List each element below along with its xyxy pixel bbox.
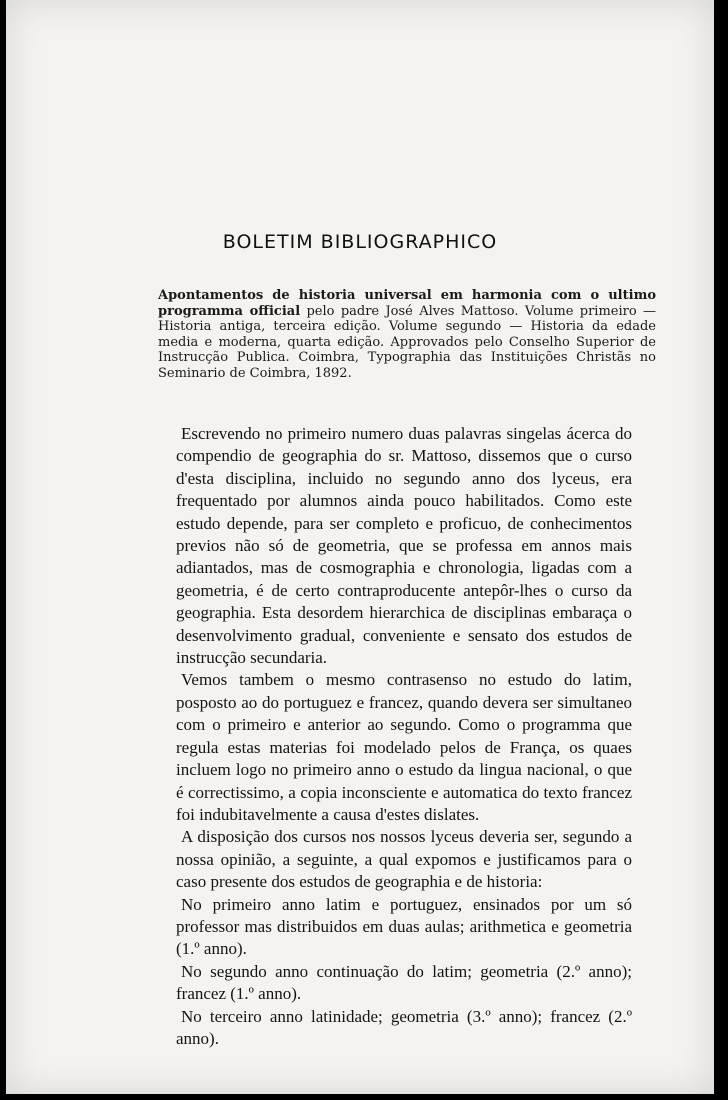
bibliographic-entry: [158, 288, 656, 381]
paragraph: Vemos tambem o mesmo contrasenso no estudo do latim, posposto ao do portuguez e francez, quando devera ser simultaneo com o primeiro e anterior ao segundo. Como o programma que regula estas materias foi modelado pelos de França, os quaes incluem logo no primeiro anno o estudo da lingua nacional, o que é correctissimo, a copia inconsciente e automatica do texto francez foi indubitavelmente a causa d'estes dislates.: [176, 670, 632, 824]
review-text: [176, 423, 632, 1050]
section-heading: BOLETIM BIBLIOGRAPHICO: [222, 231, 498, 253]
bibliographic-title: Apontamentos de historia universal em harmonia com o ultimo programma official: [158, 288, 656, 319]
paragraph: A disposição dos cursos nos nossos lyceus deveria ser, segundo a nossa opinião, a seguinte, a qual expomos e justificamos para o caso presente dos estudos de geographia e de historia:: [176, 827, 632, 892]
paragraph: No segundo anno continuação do latim; geometria (2.º anno); francez (1.º anno).: [176, 961, 632, 1004]
paragraph: No primeiro anno latim e portuguez, ensinados por um só professor mas distribuidos em duas aulas; arithmetica e geometria (1.º anno).: [176, 894, 632, 959]
paragraph: Escrevendo no primeiro numero duas palavras singelas ácerca do compendio de geographia do sr. Mattoso, dissemos que o curso d'esta disciplina, incluido no segundo anno dos lyceus, era frequentado por alumnos ainda pouco habilitados. Como este estudo depende, para ser completo e proficuo, de conhecimentos previos não só de geometria, que se professa em annos mais adiantados, mas de cosmographia e chronologia, ligadas com a geometria, é de certo contraproducente antepôr-lhes o curso da geographia. Esta desordem hierarchica de disciplinas embaraça o desenvolvimento gradual, conveniente e sensato dos estudos de instrucção secundaria.: [176, 424, 632, 668]
book-page: [6, 0, 714, 1094]
paragraph: No terceiro anno latinidade; geometria (3.º anno); francez (2.º anno).: [176, 1006, 632, 1048]
bibliographic-details: pelo padre José Alves Mattoso. Volume primeiro —Historia antiga, terceira edição. Volume segundo — Historia da edade media e moderna, quarta edição. Approvados pelo Conselho Superior de Instrucção Publica. Coimbra, Typographia das Instituições Christãs no Seminario de Coimbra, 1892.: [158, 303, 657, 381]
